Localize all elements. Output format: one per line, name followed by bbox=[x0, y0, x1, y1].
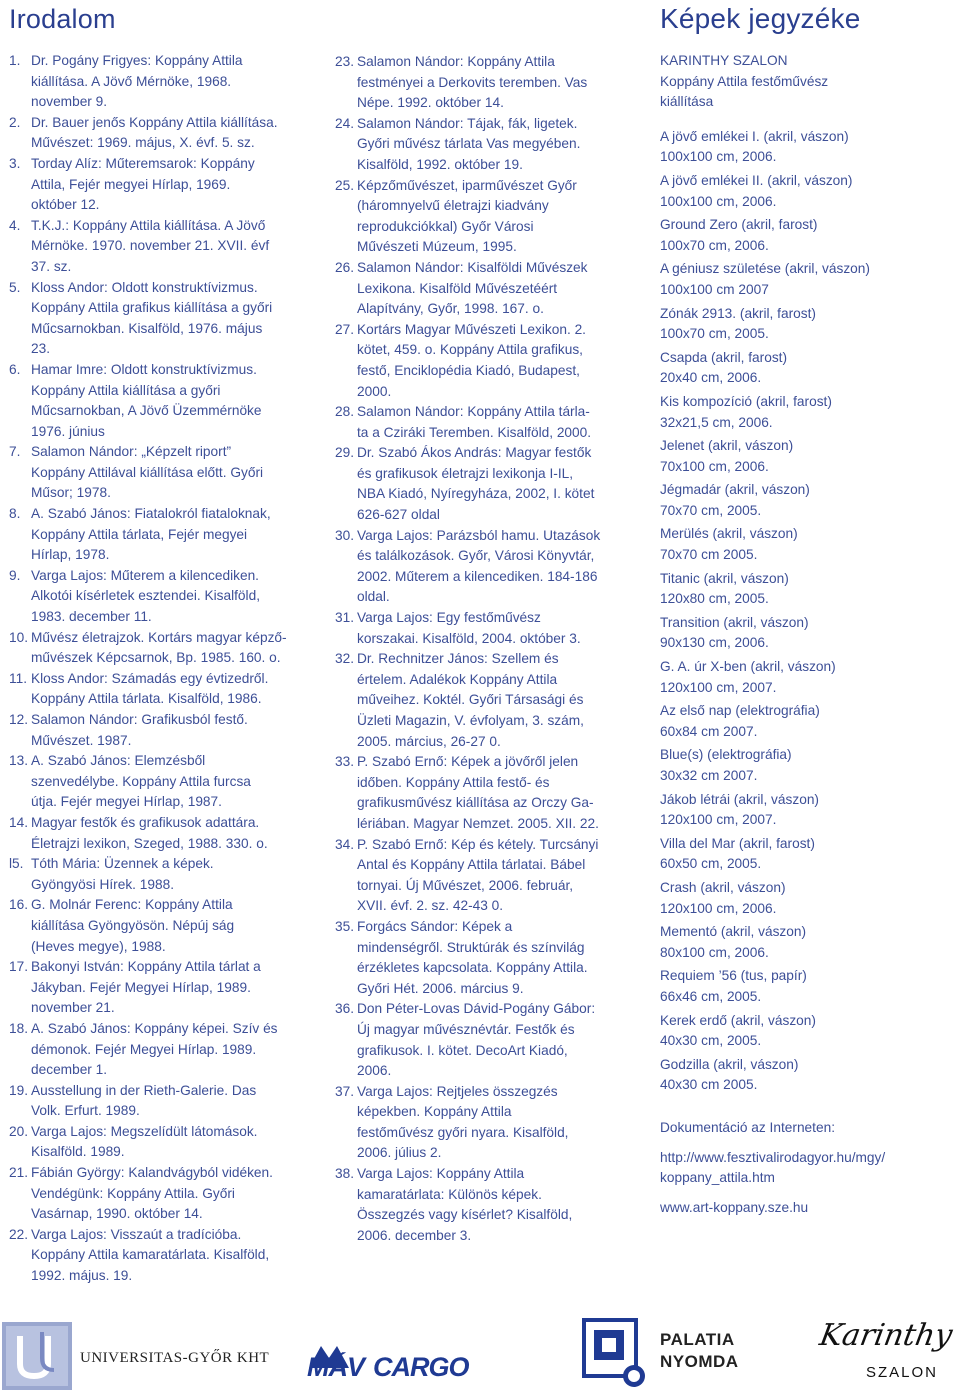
artwork-title: Kerek erdő (akril, vászon) bbox=[660, 1012, 816, 1028]
artwork-title: A jövő emlékei I. (akril, vászon) bbox=[660, 128, 849, 144]
reference-number: 6. bbox=[9, 361, 21, 377]
reference-line: Jákyban. Fejér Megyei Hírlap, 1989. bbox=[31, 979, 251, 995]
reference-number: 37. bbox=[335, 1083, 355, 1099]
artwork-details: 120x100 cm, 2006. bbox=[660, 900, 777, 916]
reference-item bbox=[335, 526, 647, 608]
reference-line: 2002. Műterem a kilencediken. 184-186 bbox=[357, 568, 598, 584]
works-list bbox=[660, 127, 955, 1096]
artwork-title: Merülés (akril, vászon) bbox=[660, 526, 798, 542]
reference-line: Varga Lajos: Koppány Attila bbox=[357, 1166, 525, 1182]
reference-line: Hírlap, 1978. bbox=[31, 547, 110, 563]
reference-number: 14. bbox=[9, 814, 29, 830]
reference-line: 2005. március, 26-27 0. bbox=[357, 733, 501, 749]
reference-item bbox=[9, 504, 314, 566]
reference-item bbox=[9, 154, 314, 216]
reference-line: Salamon Nándor: Tájak, fák, ligetek. bbox=[357, 115, 578, 131]
reference-line: Győri Hét. 2006. március 9. bbox=[357, 980, 524, 996]
reference-number: 31. bbox=[335, 610, 355, 626]
reference-line: Üzleti Magazin, V. évfolyam, 3. szám, bbox=[357, 713, 584, 728]
reference-line: 37. sz. bbox=[31, 258, 72, 274]
reference-line: festőművész győri nyara. Kisalföld, bbox=[357, 1124, 569, 1140]
reference-number: 28. bbox=[335, 404, 355, 420]
reference-line: Koppány Attila kiállítása a győri bbox=[31, 382, 221, 398]
reference-number: 22. bbox=[9, 1226, 29, 1242]
reference-number: 17. bbox=[9, 959, 29, 975]
reference-number: 8. bbox=[9, 506, 21, 522]
web-documentation bbox=[660, 1118, 955, 1218]
reference-line: Ausstellung in der Rieth-Galerie. Das bbox=[31, 1082, 257, 1098]
reference-item bbox=[335, 1164, 647, 1246]
reference-number: 12. bbox=[9, 712, 29, 727]
artwork-title: A géniusz születése (akril, vászon) bbox=[660, 261, 870, 277]
reference-line: (Heves megye), 1988. bbox=[31, 938, 166, 954]
reference-line: lériában. Magyar Nemzet. 2005. XII. 22. bbox=[357, 815, 599, 831]
reference-line: Dr. Pogány Frigyes: Koppány Attila bbox=[31, 53, 243, 68]
reference-number: 19. bbox=[9, 1082, 29, 1098]
artwork-title: Mementó (akril, vászon) bbox=[660, 924, 807, 940]
reference-line: 2006. bbox=[357, 1063, 392, 1079]
reference-line: P. Szabó Ernő: Kép és kétely. Turcsányi bbox=[357, 836, 599, 852]
reference-item bbox=[335, 443, 647, 525]
reference-item bbox=[9, 1081, 314, 1122]
reference-line: Gyöngyösi Hírek. 1988. bbox=[31, 876, 175, 892]
artwork-title: Jégmadár (akril, vászon) bbox=[660, 482, 810, 498]
reference-line: Attila, Fejér megyei Hírlap, 1969. bbox=[31, 176, 231, 192]
reference-number: 29. bbox=[335, 445, 355, 461]
reference-line: A. Szabó János: Koppány képei. Szív és bbox=[31, 1020, 278, 1036]
artwork-entry bbox=[660, 878, 955, 919]
reference-line: értelem. Adalékok Koppány Attila bbox=[357, 671, 558, 687]
reference-line: szenvedélybe. Koppány Attila furcsa bbox=[31, 773, 251, 789]
artwork-entry bbox=[660, 745, 955, 786]
reference-item bbox=[9, 1163, 314, 1225]
reference-number: 25. bbox=[335, 177, 355, 193]
reference-item bbox=[335, 608, 647, 649]
artwork-title: Blue(s) (elektrográfia) bbox=[660, 747, 792, 763]
reference-line: október 12. bbox=[31, 197, 100, 213]
reference-line: Dr. Rechnitzer János: Szellem és bbox=[357, 651, 559, 667]
reference-number: 33. bbox=[335, 754, 355, 770]
reference-line: 1976. június bbox=[31, 423, 105, 439]
reference-item bbox=[9, 710, 314, 751]
reference-number: 35. bbox=[335, 918, 355, 934]
reference-line: Dr. Bauer jenős Koppány Attila kiállítása. bbox=[31, 114, 278, 130]
reference-line: Összegzés vagy kísérlet? Kisalföld, bbox=[357, 1207, 573, 1223]
reference-item bbox=[9, 566, 314, 628]
reference-line: Győri művész tárlata Vas megyében. bbox=[357, 136, 581, 152]
exhibition-venue: KARINTHY SZALON bbox=[660, 53, 788, 68]
artwork-details: 40x30 cm, 2005. bbox=[660, 1033, 762, 1049]
artwork-details: 40x30 cm 2005. bbox=[660, 1077, 758, 1093]
artwork-details: 120x100 cm, 2007. bbox=[660, 679, 777, 695]
web-link-1[interactable]: http://www.fesztivalirodagyor.hu/mgy/ bbox=[660, 1149, 886, 1165]
reference-item bbox=[9, 113, 314, 154]
artwork-entry bbox=[660, 966, 955, 1007]
artwork-entry bbox=[660, 480, 955, 521]
reference-line: (háromnyelvű életrajzi kiadvány bbox=[357, 198, 549, 214]
reference-line: P. Szabó Ernő: Képek a jövőről jelen bbox=[357, 754, 579, 770]
artwork-title: Godzilla (akril, vászon) bbox=[660, 1056, 799, 1072]
artwork-details: 30x32 cm 2007. bbox=[660, 768, 758, 783]
reference-line: Koppány Attila grafikus kiállítása a győri bbox=[31, 300, 273, 316]
reference-item bbox=[335, 114, 647, 176]
reference-line: Salamon Nándor: „Képzelt riport” bbox=[31, 444, 232, 460]
artwork-entry bbox=[660, 701, 955, 742]
reference-number: l5. bbox=[9, 856, 24, 872]
reference-item bbox=[9, 751, 314, 813]
reference-number: 23. bbox=[335, 54, 355, 69]
reference-line: Dr. Szabó Ákos András: Magyar festők bbox=[357, 445, 592, 461]
reference-item bbox=[335, 52, 647, 114]
artwork-entry bbox=[660, 215, 955, 256]
reference-item bbox=[335, 402, 647, 443]
reference-line: kamaratárlata: Különös képek. bbox=[357, 1186, 542, 1202]
artwork-entry bbox=[660, 922, 955, 963]
artwork-details: 100x70 cm, 2005. bbox=[660, 326, 769, 342]
artwork-title: Transition (akril, vászon) bbox=[660, 614, 809, 630]
artwork-details: 66x46 cm, 2005. bbox=[660, 988, 762, 1004]
web-title: Dokumentáció az Interneten: bbox=[660, 1119, 835, 1135]
reference-line: Kloss Andor: Oldott konstruktívizmus. bbox=[31, 279, 258, 295]
reference-number: 10. bbox=[9, 629, 29, 645]
reference-number: 38. bbox=[335, 1166, 355, 1182]
artwork-title: Kis kompozíció (akril, farost) bbox=[660, 393, 832, 409]
reference-line: Alkotói kísérletek esztendei. Kisalföld, bbox=[31, 588, 260, 604]
reference-line: grafikusok. I. kötet. DecoArt Kiadó, bbox=[357, 1042, 568, 1058]
reference-number: 11. bbox=[9, 670, 28, 686]
reference-item bbox=[9, 360, 314, 442]
reference-line: XVII. évf. 2. sz. 42-43 0. bbox=[357, 898, 504, 914]
reference-number: 20. bbox=[9, 1123, 29, 1139]
cargo-text: CARGO bbox=[373, 1352, 469, 1382]
artwork-details: 20x40 cm, 2006. bbox=[660, 370, 762, 386]
artwork-title: Crash (akril, vászon) bbox=[660, 879, 786, 895]
reference-item bbox=[9, 216, 314, 278]
artwork-entry bbox=[660, 1055, 955, 1096]
artwork-entry bbox=[660, 348, 955, 389]
reference-line: T.K.J.: Koppány Attila kiállítása. A Jövő bbox=[31, 217, 266, 233]
reference-number: 27. bbox=[335, 321, 355, 337]
reference-line: kiállítása Gyöngyösön. Népúj ság bbox=[31, 917, 235, 933]
reference-item bbox=[335, 258, 647, 320]
artwork-details: 32x21,5 cm, 2006. bbox=[660, 414, 773, 430]
artwork-entry bbox=[660, 569, 955, 610]
web-link-2[interactable]: koppany_attila.htm bbox=[660, 1170, 775, 1186]
artwork-entry bbox=[660, 259, 955, 300]
middle-column bbox=[335, 52, 647, 1246]
reference-line: kötet, 459. o. Koppány Attila grafikus, bbox=[357, 342, 583, 358]
szalon-name: SZALON bbox=[866, 1364, 939, 1381]
reference-line: Művészet. 1987. bbox=[31, 732, 132, 748]
artwork-title: Az első nap (elektrográfia) bbox=[660, 703, 820, 719]
web-link-3[interactable]: www.art-koppany.sze.hu bbox=[660, 1199, 809, 1215]
reference-line: Kloss Andor: Számadás egy évtizedről. bbox=[31, 670, 269, 686]
artwork-details: 80x100 cm, 2006. bbox=[660, 944, 769, 960]
reference-line: Koppány Attila kamaratárlata. Kisalföld, bbox=[31, 1247, 270, 1263]
artwork-entry bbox=[660, 1011, 955, 1052]
reference-line: Magyar festők és grafikusok adattára. bbox=[31, 814, 260, 830]
reference-line: Fábián György: Kalandvágyból vidéken. bbox=[31, 1165, 273, 1181]
reference-line: és grafikusok életrajzi lexikonja I-IL, bbox=[357, 465, 574, 481]
artwork-details: 90x130 cm, 2006. bbox=[660, 635, 769, 651]
reference-line: Népe. 1992. október 14. bbox=[357, 95, 504, 111]
reference-line: 1983. december 11. bbox=[31, 609, 152, 625]
reference-line: reprodukciókkal) Győr Városi bbox=[357, 218, 534, 234]
reference-number: 2. bbox=[9, 114, 21, 130]
artwork-details: 60x50 cm, 2005. bbox=[660, 856, 762, 872]
reference-line: Varga Lajos: Műterem a kilencediken. bbox=[31, 567, 259, 583]
reference-item bbox=[9, 442, 314, 504]
artwork-details: 70x70 cm 2005. bbox=[660, 547, 758, 563]
reference-line: kiállítása. A Jövő Mérnöke, 1968. bbox=[31, 73, 232, 89]
reference-item bbox=[9, 669, 314, 710]
artwork-entry bbox=[660, 304, 955, 345]
artwork-details: 70x100 cm, 2006. bbox=[660, 458, 769, 474]
reference-line: Vendégünk: Koppány Attila. Győri bbox=[31, 1185, 235, 1201]
artwork-title: Requiem ’56 (tus, papír) bbox=[660, 968, 807, 984]
artwork-entry bbox=[660, 613, 955, 654]
artwork-details: 120x80 cm, 2005. bbox=[660, 591, 769, 607]
artwork-details: 70x70 cm, 2005. bbox=[660, 502, 762, 518]
exhibition-artist: Koppány Attila festőművész bbox=[660, 73, 829, 89]
reference-line: Művész életrajzok. Kortárs magyar képző- bbox=[31, 629, 287, 645]
reference-item bbox=[335, 835, 647, 917]
reference-line: Képzőművészet, iparművészet Győr bbox=[357, 177, 577, 193]
reference-line: korszakai. Kisalföld, 2004. október 3. bbox=[357, 630, 581, 646]
reference-line: Új magyar művésznévtár. Festők és bbox=[357, 1021, 575, 1037]
reference-line: Alapítvány, Győr, 1998. 167. o. bbox=[357, 301, 544, 317]
reference-number: 21. bbox=[9, 1165, 29, 1181]
reference-line: Varga Lajos: Egy festőművész bbox=[357, 610, 541, 626]
reference-number: 13. bbox=[9, 753, 29, 769]
reference-line: Forgács Sándor: Képek a bbox=[357, 918, 513, 934]
reference-item bbox=[9, 895, 314, 957]
reference-line: grafikusművész kiállítása az Orczy Ga- bbox=[357, 795, 594, 811]
artwork-details: 100x70 cm, 2006. bbox=[660, 237, 769, 253]
reference-item bbox=[9, 854, 314, 895]
artwork-entry bbox=[660, 657, 955, 698]
reference-item bbox=[9, 957, 314, 1019]
reference-line: tornyai. Új Művészet, 2006. február, bbox=[357, 877, 574, 893]
reference-line: Koppány Attila tárlata. Kisalföld, 1986. bbox=[31, 691, 262, 707]
artwork-details: 100x100 cm 2007 bbox=[660, 281, 769, 297]
reference-line: Salamon Nándor: Grafikusból festő. bbox=[31, 712, 248, 727]
reference-line: november 9. bbox=[31, 94, 108, 110]
reference-item bbox=[335, 752, 647, 834]
reference-line: 23. bbox=[31, 341, 51, 357]
reference-line: Művészeti Múzeum, 1995. bbox=[357, 239, 517, 255]
reference-line: mindenségről. Struktúrák és színvilág bbox=[357, 939, 585, 955]
reference-line: NBA Kiadó, Nyíregyháza, 2002, I. kötet bbox=[357, 486, 595, 502]
reference-line: útja. Fejér megyei Hírlap, 1987. bbox=[31, 794, 222, 810]
reference-line: Varga Lajos: Rejtjeles összegzés bbox=[357, 1083, 558, 1099]
right-column bbox=[660, 0, 955, 1218]
image-list-title: Képek jegyzéke bbox=[660, 3, 861, 34]
palatia-name: PALATIA bbox=[660, 1330, 735, 1349]
reference-line: és találkozások. Győr, Városi Könyvtár, bbox=[357, 548, 595, 564]
reference-number: 3. bbox=[9, 155, 21, 171]
artwork-details: 100x100 cm, 2006. bbox=[660, 149, 777, 165]
reference-item bbox=[9, 1122, 314, 1163]
reference-number: 1. bbox=[9, 53, 21, 68]
reference-number: 16. bbox=[9, 897, 29, 913]
reference-number: 9. bbox=[9, 567, 21, 583]
reference-line: 2006. július 2. bbox=[357, 1145, 442, 1161]
reference-number: 32. bbox=[335, 651, 355, 667]
reference-line: Kortárs Magyar Művészeti Lexikon. 2. bbox=[357, 321, 586, 337]
artwork-entry bbox=[660, 392, 955, 433]
reference-line: időben. Koppány Attila festő- és bbox=[357, 774, 550, 790]
reference-line: Koppány Attila tárlata, Fejér megyei bbox=[31, 526, 248, 542]
reference-line: Műcsarnokban, A Jövő Üzemmérnöke bbox=[31, 403, 262, 419]
reference-line: Varga Lajos: Megszelídült látomások. bbox=[31, 1123, 258, 1139]
artwork-title: Zónák 2913. (akril, farost) bbox=[660, 305, 816, 321]
reference-line: Tóth Mária: Üzennek a képek. bbox=[31, 856, 214, 872]
artwork-title: A jövő emlékei II. (akril, vászon) bbox=[660, 172, 853, 188]
reference-number: 36. bbox=[335, 1001, 355, 1017]
reference-item bbox=[335, 649, 647, 752]
reference-item bbox=[9, 1225, 314, 1287]
reference-number: 34. bbox=[335, 836, 355, 852]
artwork-title: Jákob létrái (akril, vászon) bbox=[660, 791, 819, 807]
artwork-title: Ground Zero (akril, farost) bbox=[660, 217, 818, 233]
reference-line: A. Szabó János: Fiatalokról fiataloknak, bbox=[31, 506, 271, 522]
reference-number: 30. bbox=[335, 527, 355, 543]
reference-line: démonok. Fejér Megyei Hírlap. 1989. bbox=[31, 1041, 257, 1057]
artwork-entry bbox=[660, 436, 955, 477]
reference-line: Kisalföld, 1992. október 19. bbox=[357, 156, 523, 172]
mav-text: MÁV bbox=[307, 1352, 364, 1382]
reference-number: 24. bbox=[335, 115, 355, 131]
left-column bbox=[9, 0, 314, 1287]
artwork-entry bbox=[660, 524, 955, 565]
literature-title: Irodalom bbox=[9, 4, 116, 34]
literature-list bbox=[9, 51, 314, 1287]
reference-line: festő, Enciklopédia Kiadó, Budapest, bbox=[357, 362, 580, 378]
artwork-title: Titanic (akril, vászon) bbox=[660, 570, 789, 586]
reference-line: Torday Alíz: Műteremsarok: Koppány bbox=[31, 155, 255, 171]
reference-line: Varga Lajos: Parázsból hamu. Utazások bbox=[357, 527, 601, 543]
reference-line: Művészet: 1969. május, X. évf. 5. sz. bbox=[31, 135, 255, 151]
reference-line: Salamon Nándor: Koppány Attila tárla- bbox=[357, 404, 590, 420]
artwork-title: Villa del Mar (akril, farost) bbox=[660, 835, 815, 851]
reference-line: 2000. bbox=[357, 383, 392, 399]
reference-line: Mérnöke. 1970. november 21. XVII. évf bbox=[31, 238, 270, 254]
reference-item bbox=[335, 176, 647, 258]
reference-line: 2006. december 3. bbox=[357, 1227, 472, 1243]
artwork-details: 120x100 cm, 2007. bbox=[660, 812, 777, 828]
reference-item bbox=[335, 320, 647, 402]
literature-list-continued bbox=[335, 52, 647, 1246]
artwork-entry bbox=[660, 834, 955, 875]
reference-line: Életrajzi lexikon, Szeged, 1988. 330. o. bbox=[31, 835, 268, 851]
artwork-entry bbox=[660, 127, 955, 168]
reference-line: november 21. bbox=[31, 1000, 115, 1016]
artwork-entry bbox=[660, 171, 955, 212]
reference-item bbox=[9, 51, 314, 113]
universitas-logo-icon bbox=[2, 1322, 72, 1390]
reference-item bbox=[335, 917, 647, 999]
artwork-details: 100x100 cm, 2006. bbox=[660, 193, 777, 209]
reference-line: Don Péter-Lovas Dávid-Pogány Gábor: bbox=[357, 1001, 596, 1017]
reference-item bbox=[9, 278, 314, 360]
reference-line: képekben. Koppány Attila bbox=[357, 1104, 512, 1120]
reference-line: Salamon Nándor: Kisalföldi Művészek bbox=[357, 259, 588, 275]
reference-item bbox=[335, 1082, 647, 1164]
reference-line: művészek Képcsarnok, Bp. 1985. 160. o. bbox=[31, 650, 281, 666]
reference-line: 1992. május. 19. bbox=[31, 1268, 133, 1284]
reference-item bbox=[9, 628, 314, 669]
reference-line: Lexikona. Kisalföld Művészetéért bbox=[357, 280, 558, 296]
reference-number: 5. bbox=[9, 279, 21, 295]
exhibition-label: kiállítása bbox=[660, 94, 714, 110]
image-catalog bbox=[660, 51, 955, 1218]
reference-item bbox=[9, 813, 314, 854]
reference-line: Vasárnap, 1990. október 14. bbox=[31, 1206, 203, 1222]
reference-line: A. Szabó János: Elemzésből bbox=[31, 753, 206, 769]
reference-line: Műsor; 1978. bbox=[31, 485, 111, 501]
reference-line: december 1. bbox=[31, 1062, 108, 1078]
artwork-details: 60x84 cm 2007. bbox=[660, 723, 758, 739]
reference-line: Hamar Imre: Oldott konstruktívizmus. bbox=[31, 361, 257, 377]
artwork-title: G. A. úr X-ben (akril, vászon) bbox=[660, 659, 836, 675]
reference-line: műveihez. Koktél. Győri Társasági és bbox=[357, 692, 584, 708]
reference-number: 26. bbox=[335, 259, 355, 275]
sponsor-footer bbox=[0, 1318, 960, 1392]
artwork-title: Jelenet (akril, vászon) bbox=[660, 438, 794, 454]
reference-line: Koppány Attilával kiállítása előtt. Győri bbox=[31, 464, 264, 480]
reference-item bbox=[335, 999, 647, 1081]
reference-number: 4. bbox=[9, 217, 21, 233]
nyomda-name: NYOMDA bbox=[660, 1352, 739, 1371]
reference-line: Kisalföld. 1989. bbox=[31, 1144, 125, 1160]
palatia-emblem-icon bbox=[582, 1318, 650, 1390]
reference-line: Műcsarnokban. Kisalföld, 1976. május bbox=[31, 320, 263, 336]
universitas-name: UNIVERSITAS-GYŐR KHT bbox=[80, 1350, 270, 1366]
reference-line: G. Molnár Ferenc: Koppány Attila bbox=[31, 897, 233, 913]
reference-item bbox=[9, 1019, 314, 1081]
reference-line: Varga Lajos: Visszaút a tradícióba. bbox=[31, 1226, 242, 1242]
reference-line: oldal. bbox=[357, 589, 390, 605]
reference-number: 7. bbox=[9, 444, 21, 460]
reference-line: 626-627 oldal bbox=[357, 507, 440, 523]
reference-line: érzékletes kapcsolata. Koppány Attila. bbox=[357, 960, 588, 976]
karinthy-signature: Karinthy bbox=[816, 1318, 955, 1353]
exhibition-header bbox=[660, 51, 955, 113]
reference-number: 18. bbox=[9, 1020, 29, 1036]
reference-line: Bakonyi István: Koppány Attila tárlat a bbox=[31, 959, 261, 975]
artwork-title: Csapda (akril, farost) bbox=[660, 349, 788, 365]
reference-line: Antal és Koppány Attila tárlatai. Bábel bbox=[357, 857, 586, 873]
reference-line: Volk. Erfurt. 1989. bbox=[31, 1103, 140, 1119]
reference-line: ta a Cziráki Teremben. Kisalföld, 2000. bbox=[357, 424, 592, 440]
artwork-entry bbox=[660, 790, 955, 831]
reference-line: festményei a Derkovits teremben. Vas bbox=[357, 74, 588, 90]
reference-line: Salamon Nándor: Koppány Attila bbox=[357, 54, 555, 69]
